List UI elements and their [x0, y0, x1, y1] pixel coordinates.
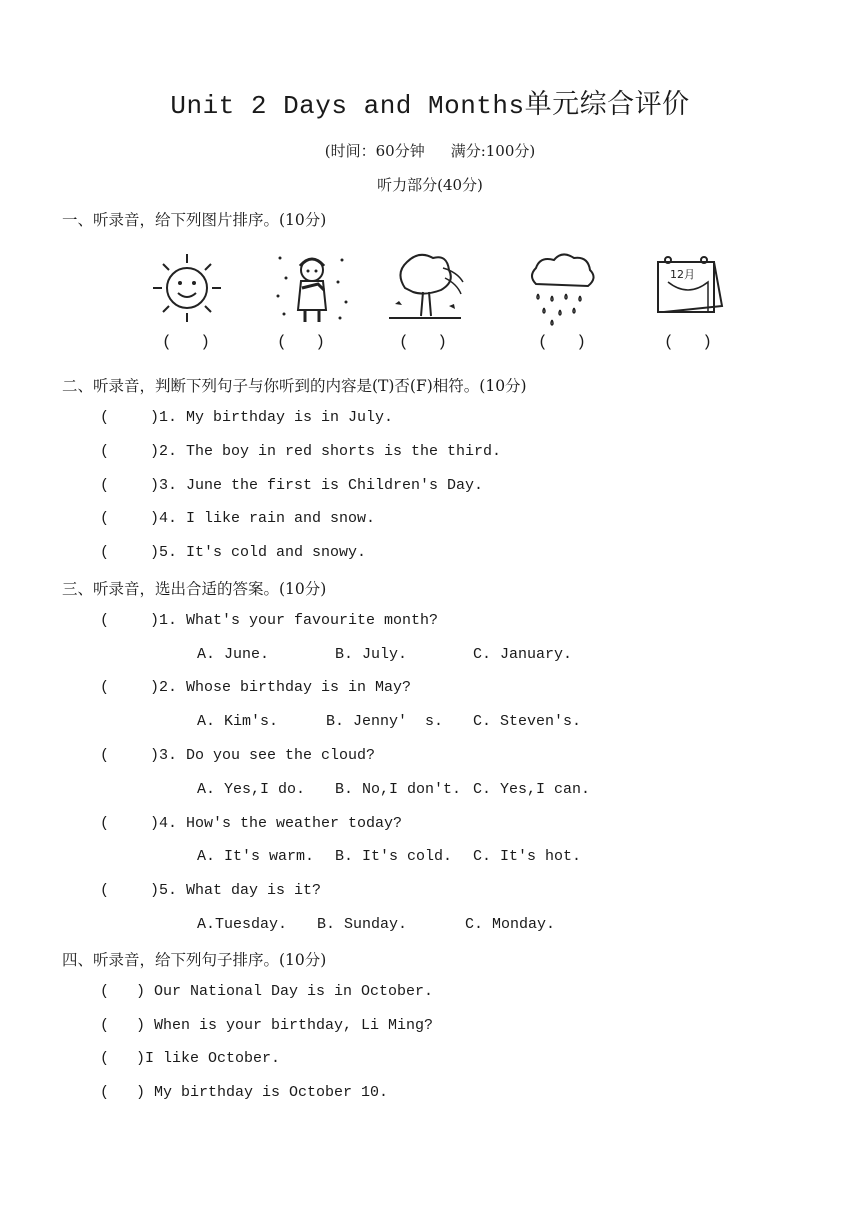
windy-tree-icon — [385, 248, 465, 328]
listening-part-label: 听力部分(40分) — [377, 176, 483, 194]
page-title — [0, 82, 860, 121]
question-4: ( )4. How's the weather today? — [100, 815, 403, 832]
option-b: B. No,I don't. — [335, 781, 462, 798]
option-c: C. It's hot. — [473, 848, 582, 865]
option-c: C. Monday. — [465, 916, 556, 933]
section-3-heading: 三、听录音，选出合适的答案。(10分) — [62, 580, 327, 598]
title-english: Unit 2 Days and Months — [170, 91, 525, 121]
snow-child-icon — [272, 248, 352, 328]
exam-info — [0, 140, 860, 161]
calendar-month-label: 12月 — [670, 268, 695, 281]
list-item: ( )4. I like rain and snow. — [100, 510, 376, 527]
sun-icon — [147, 248, 227, 328]
section-2-heading: 二、听录音，判断下列句子与你听到的内容是(T)否(F)相符。(10分) — [62, 377, 527, 395]
picture-5-blank: ( ) — [664, 333, 713, 351]
option-a: A. Yes,I do. — [197, 781, 306, 798]
picture-1-blank: ( ) — [162, 333, 211, 351]
list-item: ( )3. June the first is Children's Day. — [100, 477, 484, 494]
question-1: ( )1. What's your favourite month? — [100, 612, 439, 629]
option-a: A. Kim's. — [197, 713, 279, 730]
section-4-heading: 四、听录音，给下列句子排序。(10分) — [62, 951, 327, 969]
picture-4-blank: ( ) — [538, 333, 587, 351]
list-item: ( )5. It's cold and snowy. — [100, 544, 367, 561]
option-b: B. July. — [335, 646, 408, 663]
option-a: A. June. — [197, 646, 270, 663]
list-item: ( ) Our National Day is in October. — [100, 983, 434, 1000]
picture-3-blank: ( ) — [399, 333, 448, 351]
list-item: ( )1. My birthday is in July. — [100, 409, 394, 426]
option-a: A.Tuesday. — [197, 916, 288, 933]
list-item: ( )2. The boy in red shorts is the third. — [100, 443, 502, 460]
list-item: ( ) When is your birthday, Li Ming? — [100, 1017, 434, 1034]
option-c: C. January. — [473, 646, 573, 663]
calendar-icon — [648, 248, 728, 328]
full-score: 满分:100分) — [450, 142, 536, 160]
option-b: B. Sunday. — [317, 916, 408, 933]
question-3: ( )3. Do you see the cloud? — [100, 747, 376, 764]
time-limit: (时间：60分钟 — [324, 142, 425, 160]
option-b: B. It's cold. — [335, 848, 453, 865]
picture-2-blank: ( ) — [277, 333, 326, 351]
option-c: C. Yes,I can. — [473, 781, 591, 798]
title-chinese: 单元综合评价 — [524, 89, 690, 120]
option-a: A. It's warm. — [197, 848, 315, 865]
list-item: ( )I like October. — [100, 1050, 281, 1067]
rain-cloud-icon — [522, 248, 602, 328]
list-item: ( ) My birthday is October 10. — [100, 1084, 389, 1101]
option-b: B. Jenny' s. — [326, 713, 444, 730]
question-5: ( )5. What day is it? — [100, 882, 322, 899]
option-c: C. Steven's. — [473, 713, 582, 730]
section-1-heading: 一、听录音，给下列图片排序。(10分) — [62, 211, 327, 229]
question-2: ( )2. Whose birthday is in May? — [100, 679, 412, 696]
